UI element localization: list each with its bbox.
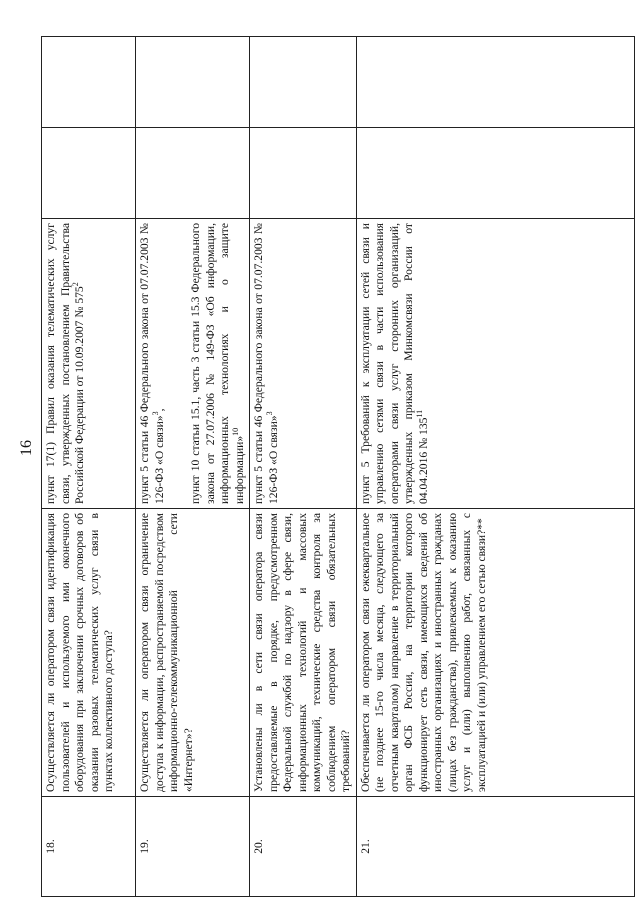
note-cell [42,37,136,128]
reference-text: пункт 17(1) Правил оказания телематических услуг связи, утвержденных постановлением Правительства Российской Федерации от 10.09.2007 № 575 [44,223,86,504]
answer-cell [136,128,250,219]
table-row [356,37,634,897]
table-row [136,37,250,897]
reference-cell [250,219,357,509]
note-cell [356,37,634,128]
row-number: 21. [356,797,634,897]
footnote-mark: 3 [150,411,160,416]
question-cell: Осуществляется ли оператором связи идентификация пользователей и используемого ими оконечного оборудования при заключении срочных договоров об оказании разовых телематических услуг связи в пунктах коллективного доступа? [42,509,136,797]
answer-cell [356,128,634,219]
reference-text: пункт 5 Требований к эксплуатации сетей связи и управлению сетями связи в части использования операторами связи услуг сторонних организаций, утвержденных приказом Минкомсвязи России от 04.04.2016 № 135 [358,223,430,504]
reference-text: пункт 5 статьи 46 Федерального закона от 07.07.2003 № 126-ФЗ «О связи» [252,223,280,504]
note-cell [250,37,357,128]
answer-cell [250,128,357,219]
footnote-mark: 3 [264,411,274,416]
question-cell: Обеспечивается ли оператором связи ежеквартальное (не позднее 15-го числа месяца, следующего за отчетным кварталом) направление в территориальный орган ФСБ России, на территории которого функционирует сеть связи, имеющихся сведений об иностранных организациях и иностранных гражданах (лицах без гражданства), привлекаемых к оказанию услуг и (или) выполнению работ, связанных с эксплуатацией и (или) управлением его сетью связи?** [356,509,634,797]
note-cell [136,37,250,128]
table-row [42,37,136,897]
footnote-mark: 2 [71,282,81,287]
table-row [250,37,357,897]
row-number: 20. [250,797,357,897]
checklist-table [41,36,635,897]
page-number: 16 [18,440,35,456]
answer-cell [42,128,136,219]
question-cell: Установлены ли в сети связи оператора связи предоставляемые в порядке, предусмотренном Федеральной службой по надзору в сфере связи, информационных технологий и массовых коммуникаций, технические средства контроля за соблюдением оператором связи обязательных требований? [250,509,357,797]
reference-cell: пункт 5 статьи 46 Федерального закона от 07.07.2003 № 126-ФЗ «О связи»$^3$, пункт 10 статьи 15.1, часть 3 статьи 15.3 Федерального закона от 27.07.2006 № 149-ФЗ «Об информации, информационных технологиях и о защите информации»$^{10}$ [136,219,250,509]
reference-cell [356,219,634,509]
reference-text: пункт 5 статьи 46 Федерального закона от 07.07.2003 № 126-ФЗ «О связи» [138,223,166,504]
question-cell: Осуществляется ли оператором связи ограничение доступа к информации, распространяемой посредством информационно-телекоммуникационной сети «Интернет»? [136,509,250,797]
reference-cell [42,219,136,509]
footnote-mark: 10 [230,427,240,436]
footnote-mark: 11 [414,409,424,418]
reference-text: пункт 10 статьи 15.1, часть 3 статьи 15.3 Федерального закона от 27.07.2006 № 149-ФЗ «Об информации, информационных технологиях и о защите информации» [189,223,246,504]
row-number: 18. [42,797,136,897]
row-number: 19. [136,797,250,897]
